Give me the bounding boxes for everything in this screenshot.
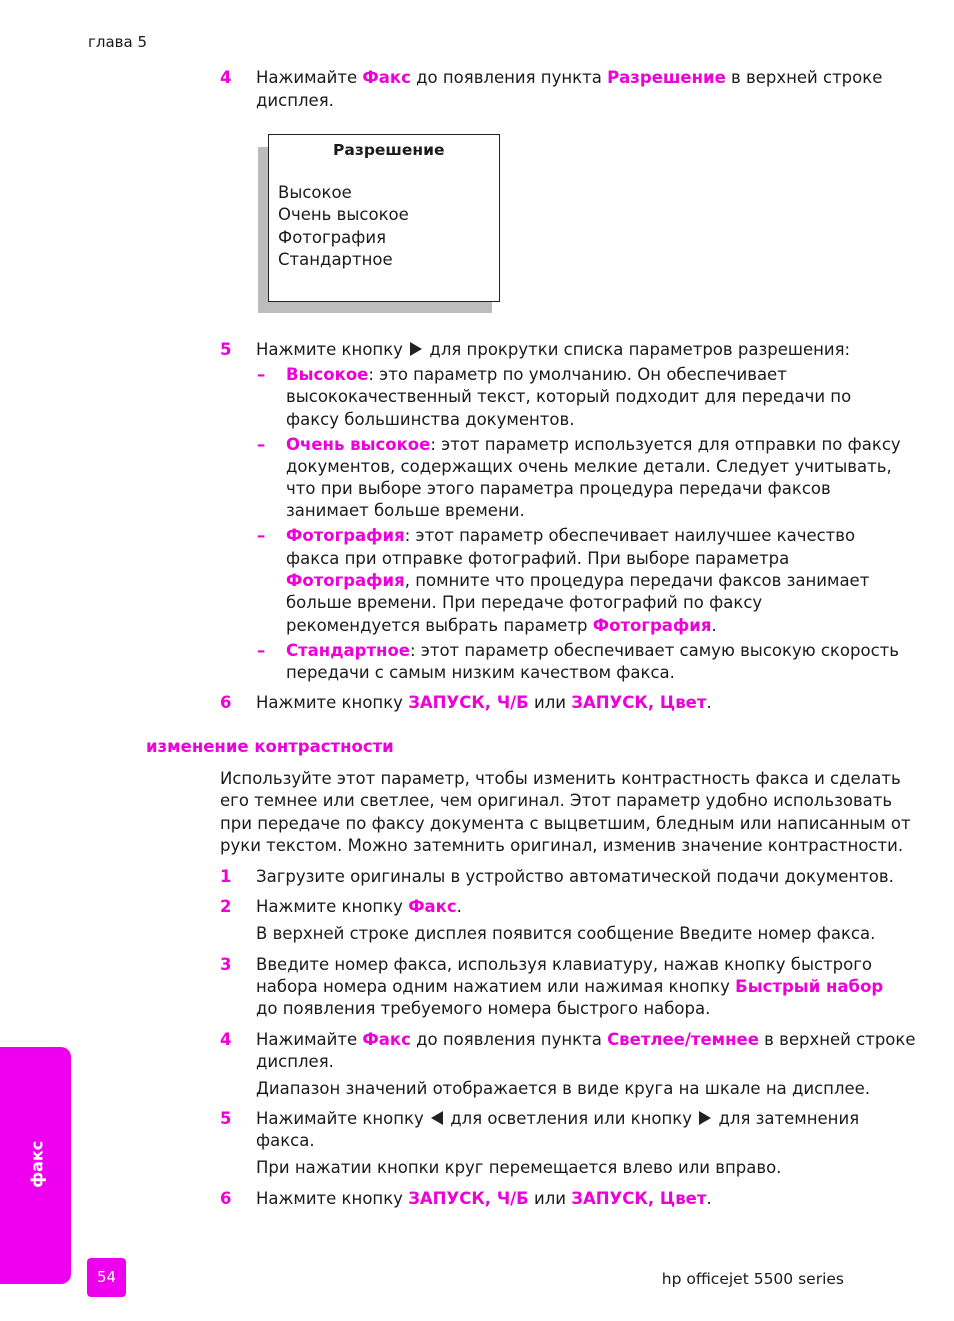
- bullet-text: Стандартное: этот параметр обеспечивает самую высокую скорость: [286, 641, 899, 660]
- intro-text: при передаче по факсу документа с выцветшим, бледным или написанным от: [220, 814, 911, 833]
- step-text: Загрузите оригиналы в устройство автоматической подачи документов.: [256, 867, 894, 886]
- bullet-dash: –: [257, 365, 266, 384]
- step-text: до появления требуемого номера быстрого набора.: [256, 999, 711, 1018]
- step-number: 3: [220, 955, 232, 974]
- step-number: 1: [220, 867, 232, 886]
- bullet-text: больше времени. При передаче фотографий по факсу: [286, 593, 763, 612]
- intro-text: Используйте этот параметр, чтобы изменить контрастность факса и сделать: [220, 769, 901, 788]
- section-heading: изменение контрастности: [146, 737, 394, 756]
- display-panel: [268, 134, 500, 302]
- display-title: Разрешение: [333, 141, 445, 159]
- step-number: 5: [220, 1109, 232, 1128]
- step-text: Нажимайте Факс до появления пункта Разрешение в верхней строке: [256, 68, 883, 87]
- step-text: Нажмите кнопку Факс.: [256, 897, 462, 916]
- bullet-text: факса при отправке фотографий. При выборе параметра: [286, 549, 790, 568]
- step-text: Нажимайте Факс до появления пункта Светлее/темнее в верхней строке: [256, 1030, 916, 1049]
- step-text: дисплея.: [256, 1052, 334, 1071]
- step-note: Диапазон значений отображается в виде круга на шкале на дисплее.: [256, 1079, 871, 1098]
- product-name: hp officejet 5500 series: [661, 1270, 844, 1288]
- side-tab-label: факс: [27, 1140, 47, 1188]
- step-note: При нажатии кнопки круг перемещается влево или вправо.: [256, 1158, 782, 1177]
- step-text: дисплея.: [256, 91, 334, 110]
- bullet-text: высококачественный текст, который подходит для передачи по: [286, 387, 852, 406]
- bullet-text: передачи с самым низким качеством факса.: [286, 663, 675, 682]
- page-number-box: [87, 1258, 126, 1297]
- step-number: 6: [220, 693, 232, 712]
- intro-text: его темнее или светлее, чем оригинал. Этот параметр удобно использовать: [220, 791, 893, 810]
- bullet-text: факсу большинства документов.: [286, 410, 575, 429]
- bullet-dash: –: [257, 526, 266, 545]
- step-number: 4: [220, 68, 232, 87]
- step-number: 4: [220, 1030, 232, 1049]
- display-item: Очень высокое: [278, 205, 409, 224]
- bullet-text: документов, содержащих очень мелкие детали. Следует учитывать,: [286, 457, 892, 476]
- step-number: 2: [220, 897, 232, 916]
- right-triangle-icon: [699, 1111, 711, 1125]
- step-number: 6: [220, 1189, 232, 1208]
- bullet-text: что при выборе этого параметра процедура передачи факсов: [286, 479, 831, 498]
- right-triangle-icon: [410, 342, 422, 356]
- bullet-text: Высокое: это параметр по умолчанию. Он обеспечивает: [286, 365, 787, 384]
- chapter-label: глава 5: [88, 33, 148, 51]
- display-item: Высокое: [278, 183, 352, 202]
- bullet-text: Очень высокое: этот параметр используется для отправки по факсу: [286, 435, 901, 454]
- bullet-text: занимает больше времени.: [286, 501, 525, 520]
- left-triangle-icon: [431, 1111, 443, 1125]
- bullet-text: Фотография: этот параметр обеспечивает наилучшее качество: [286, 526, 856, 545]
- display-item: Стандартное: [278, 250, 393, 269]
- step-note: В верхней строке дисплея появится сообщение Введите номер факса.: [256, 924, 876, 943]
- step-text: Нажмите кнопку ЗАПУСК, Ч/Б или ЗАПУСК, Цвет.: [256, 1189, 712, 1208]
- bullet-text: Фотография, помните что процедура передачи факсов занимает: [286, 571, 870, 590]
- step-text: набора номера одним нажатием или нажимая кнопку Быстрый набор: [256, 977, 884, 996]
- bullet-dash: –: [257, 435, 266, 454]
- page-number: 54: [96, 1268, 117, 1286]
- bullet-text: рекомендуется выбрать параметр Фотография.: [286, 616, 717, 635]
- step-text: Нажимайте кнопку для осветления или кнопку для затемнения: [256, 1109, 860, 1128]
- bullet-dash: –: [257, 641, 266, 660]
- step-text: Нажмите кнопку ЗАПУСК, Ч/Б или ЗАПУСК, Цвет.: [256, 693, 712, 712]
- step-text: Нажмите кнопку для прокрутки списка параметров разрешения:: [256, 340, 851, 359]
- step-text: Введите номер факса, используя клавиатуру, нажав кнопку быстрого: [256, 955, 873, 974]
- display-item: Фотография: [278, 228, 387, 247]
- step-number: 5: [220, 340, 232, 359]
- intro-text: руки текстом. Можно затемнить оригинал, изменив значение контрастности.: [220, 836, 904, 855]
- step-text: факса.: [256, 1131, 315, 1150]
